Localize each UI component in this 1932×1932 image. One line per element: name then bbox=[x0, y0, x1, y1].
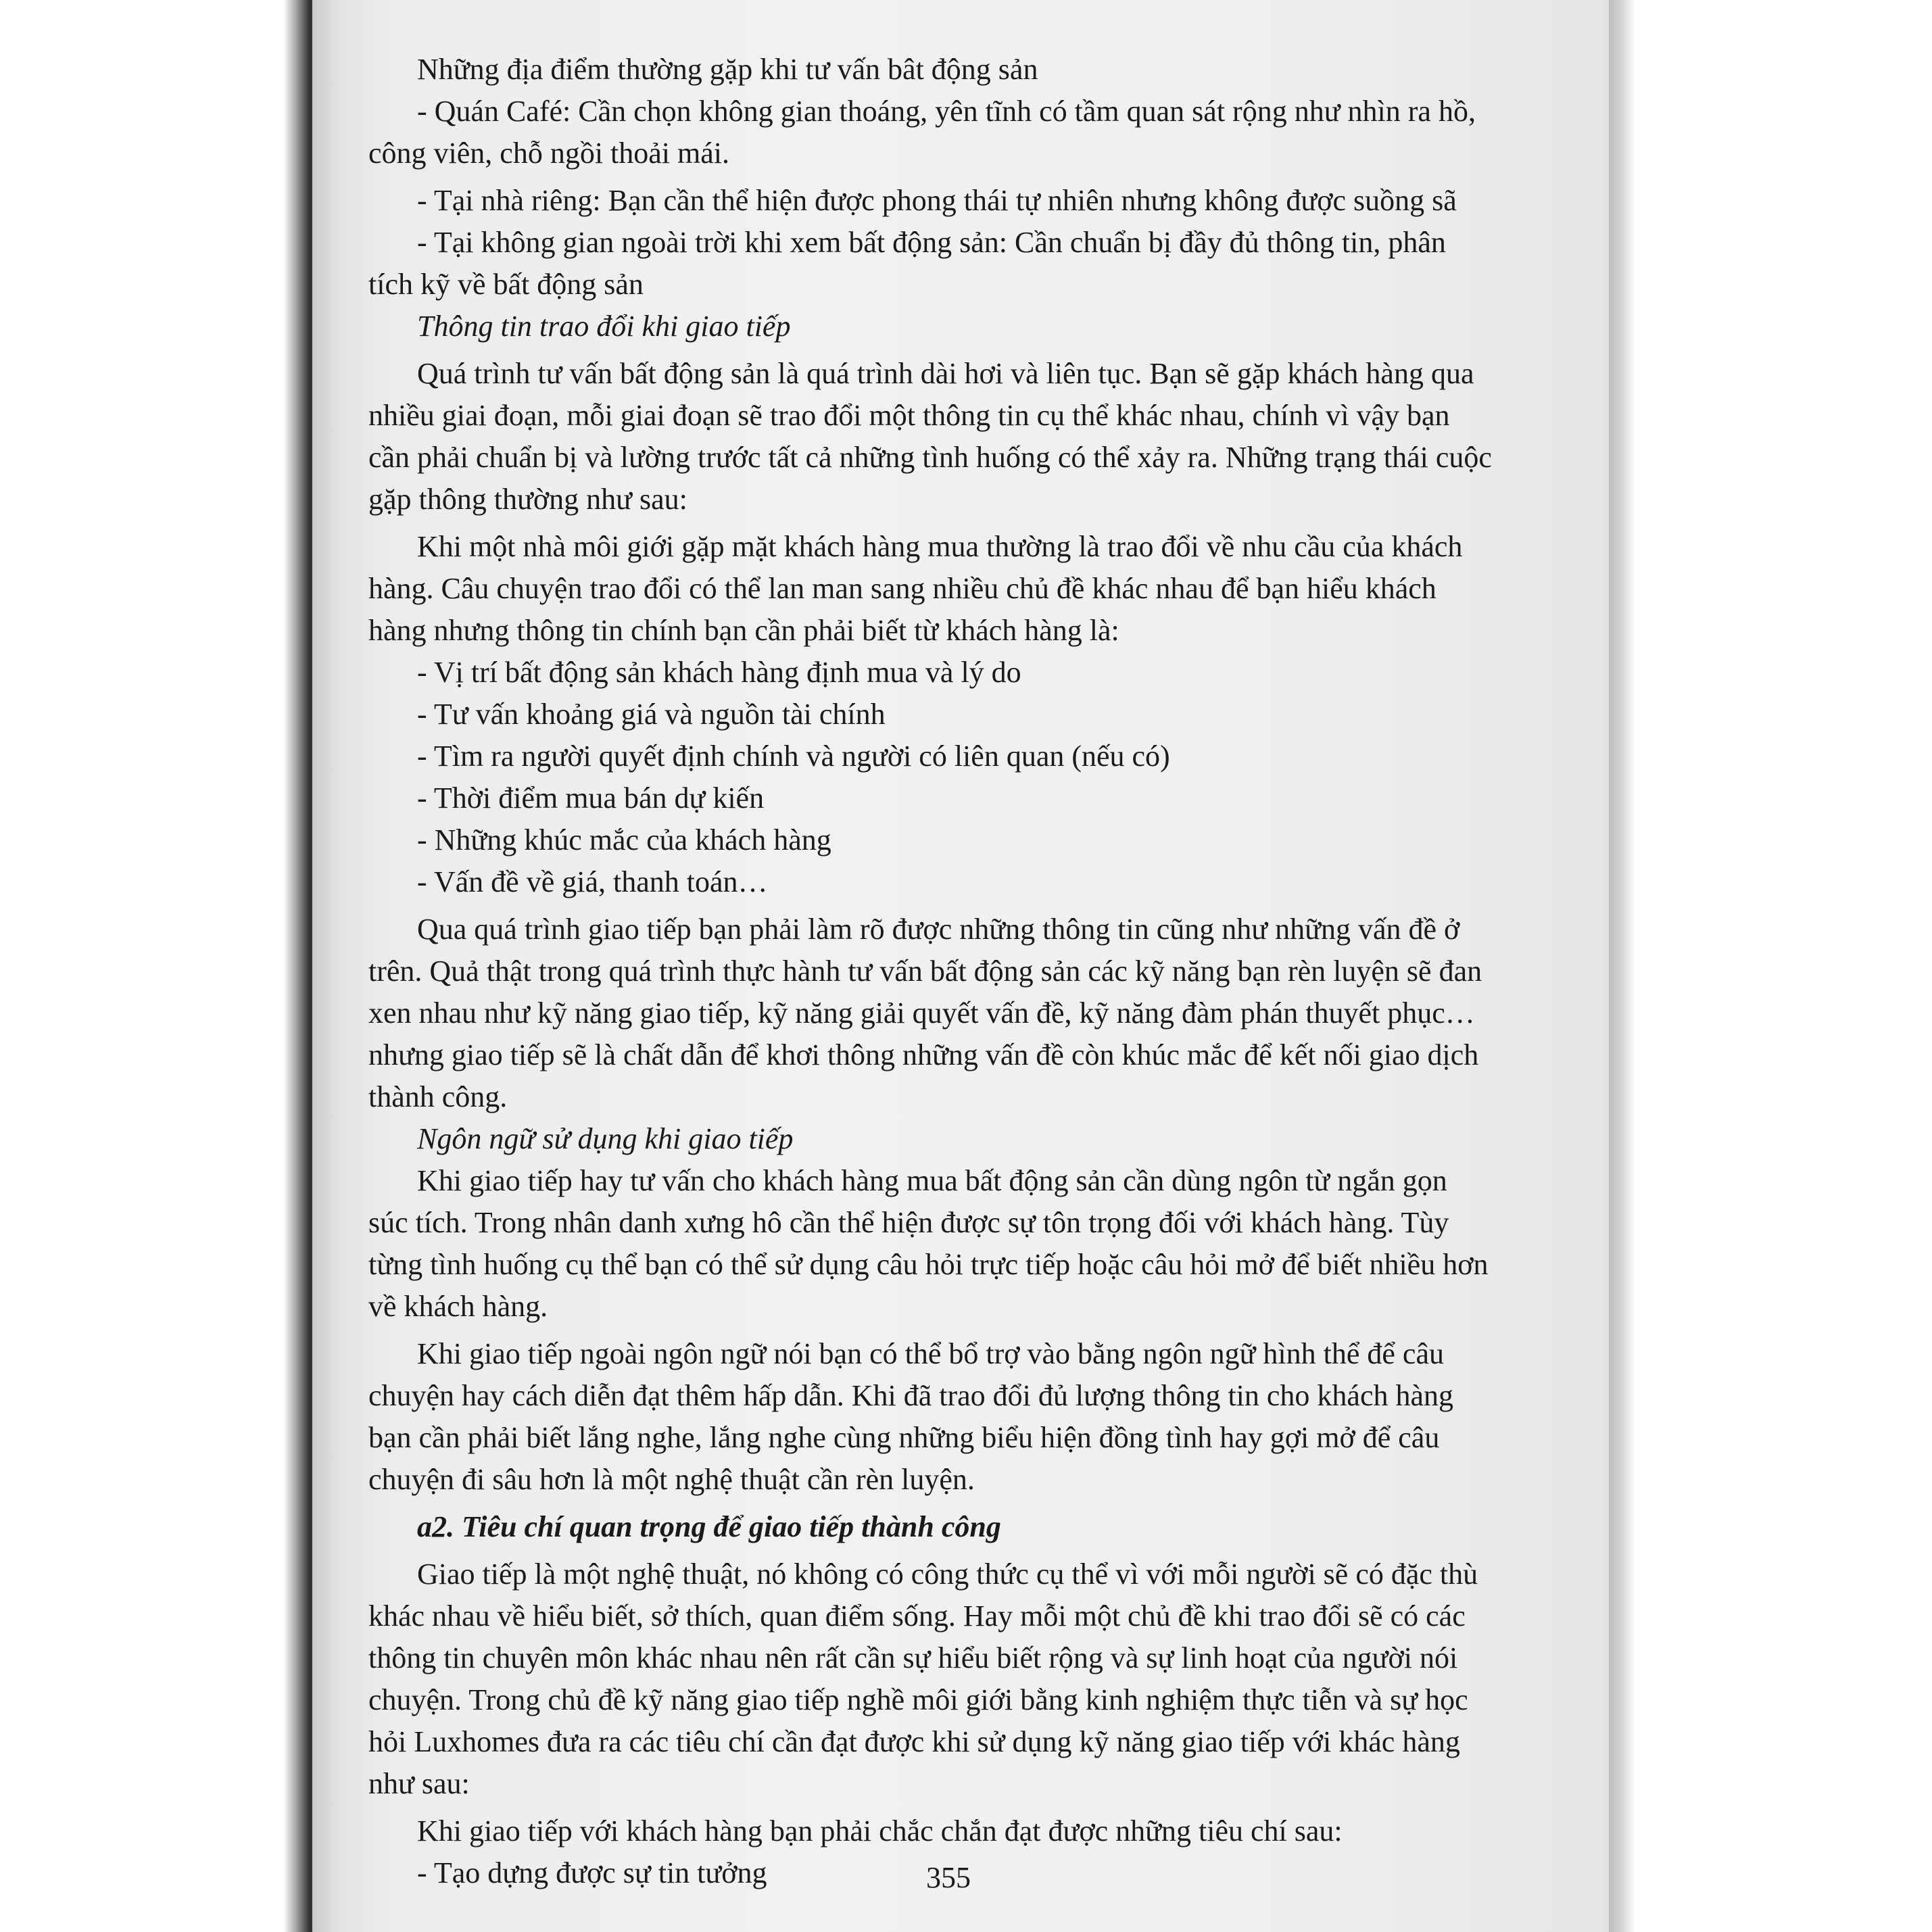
text-line: Quá trình tư vấn bất động sản là quá trình dài hơi và liên tục. Bạn sẽ gặp khách hàng qua bbox=[417, 357, 1474, 390]
text-line: khác nhau về hiểu biết, sở thích, quan điểm sống. Hay mỗi một chủ đề khi trao đổi sẽ có các bbox=[368, 1599, 1466, 1633]
text-line: công viên, chỗ ngồi thoải mái. bbox=[368, 137, 729, 170]
page-edge bbox=[1609, 0, 1932, 1932]
text-line: bạn cần phải biết lắng nghe, lắng nghe cùng những biểu hiện đồng tình hay gợi mở để câu bbox=[368, 1421, 1440, 1454]
page-body bbox=[368, 49, 1548, 1894]
text-line: Khi một nhà môi giới gặp mặt khách hàng mua thường là trao đổi về nhu cầu của khách bbox=[417, 530, 1463, 563]
text-line: như sau: bbox=[368, 1767, 470, 1800]
text-line: cần phải chuẩn bị và lường trước tất cả những tình huống có thể xảy ra. Những trạng thái cuộc bbox=[368, 441, 1492, 474]
list-item: - Những khúc mắc của khách hàng bbox=[417, 823, 831, 856]
text-line: hỏi Luxhomes đưa ra các tiêu chí cần đạt được khi sử dụng kỹ năng giao tiếp với khác hàng bbox=[368, 1725, 1460, 1758]
page-number: 355 bbox=[926, 1861, 971, 1894]
text-line: thông tin chuyên môn khác nhau nên rất cần sự hiểu biết rộng và sự linh hoạt của người nói bbox=[368, 1641, 1458, 1674]
list-item: - Vị trí bất động sản khách hàng định mua và lý do bbox=[417, 656, 1021, 689]
text-line: Qua quá trình giao tiếp bạn phải làm rõ được những thông tin cũng như những vấn đề ở bbox=[417, 913, 1460, 946]
text-line: Giao tiếp là một nghệ thuật, nó không có công thức cụ thể vì với mỗi người sẽ có đặc thù bbox=[417, 1557, 1478, 1591]
text-line: chuyện. Trong chủ đề kỹ năng giao tiếp nghề môi giới bằng kinh nghiệm thực tiễn và sự học bbox=[368, 1683, 1468, 1716]
text-line: hàng nhưng thông tin chính bạn cần phải biết từ khách hàng là: bbox=[368, 614, 1119, 647]
list-item: - Tạo dựng được sự tin tưởng bbox=[417, 1856, 767, 1889]
book-spine-shadow bbox=[0, 0, 318, 1932]
text-line: hàng. Câu chuyện trao đổi có thể lan man sang nhiều chủ đề khác nhau để bạn hiểu khách bbox=[368, 572, 1436, 605]
list-item: - Tư vấn khoảng giá và nguồn tài chính bbox=[417, 698, 886, 731]
text-line: súc tích. Trong nhân danh xưng hô cần thể hiện được sự tôn trọng đối với khách hàng. Tùy bbox=[368, 1206, 1449, 1239]
text-line: xen nhau như kỹ năng giao tiếp, kỹ năng giải quyết vấn đề, kỹ năng đàm phán thuyết phục… bbox=[368, 996, 1475, 1030]
text-line: Khi giao tiếp hay tư vấn cho khách hàng mua bất động sản cần dùng ngôn từ ngắn gọn bbox=[417, 1164, 1447, 1197]
text-line: chuyện đi sâu hơn là một nghệ thuật cần rèn luyện. bbox=[368, 1463, 975, 1496]
text-line: nhiều giai đoạn, mỗi giai đoạn sẽ trao đổi một thông tin cụ thể khác nhau, chính vì vậy bạn bbox=[368, 399, 1450, 432]
text-line: - Quán Café: Cần chọn không gian thoáng, yên tĩnh có tầm quan sát rộng như nhìn ra hồ, bbox=[417, 95, 1476, 128]
section-heading: Ngôn ngữ sử dụng khi giao tiếp bbox=[417, 1122, 794, 1155]
text-line: thành công. bbox=[368, 1080, 508, 1113]
text-line: tích kỹ về bất động sản bbox=[368, 268, 644, 301]
text-line: - Tại nhà riêng: Bạn cần thể hiện được phong thái tự nhiên nhưng không được suồng sã bbox=[417, 184, 1457, 217]
list-item: - Tìm ra người quyết định chính và người có liên quan (nếu có) bbox=[417, 740, 1170, 773]
text-line: Khi giao tiếp ngoài ngôn ngữ nói bạn có thể bổ trợ vào bằng ngôn ngữ hình thể để câu bbox=[417, 1337, 1444, 1370]
text-line: gặp thông thường như sau: bbox=[368, 483, 687, 516]
text-line: chuyện hay cách diễn đạt thêm hấp dẫn. Khi đã trao đổi đủ lượng thông tin cho khách hàng bbox=[368, 1379, 1454, 1412]
subsection-heading: a2. Tiêu chí quan trọng để giao tiếp thành công bbox=[417, 1510, 1001, 1543]
section-heading: Thông tin trao đổi khi giao tiếp bbox=[417, 310, 791, 343]
text-line: Khi giao tiếp với khách hàng bạn phải chắc chắn đạt được những tiêu chí sau: bbox=[417, 1814, 1343, 1848]
text-line: trên. Quả thật trong quá trình thực hành tư vấn bất động sản các kỹ năng bạn rèn luyện sẽ đan bbox=[368, 955, 1482, 988]
text-line: nhưng giao tiếp sẽ là chất dẫn để khơi thông những vấn đề còn khúc mắc để kết nối giao dịch bbox=[368, 1038, 1479, 1071]
text-line: về khách hàng. bbox=[368, 1290, 548, 1323]
text-line: từng tình huống cụ thể bạn có thể sử dụng câu hỏi trực tiếp hoặc câu hỏi mở để biết nhiều hơn bbox=[368, 1248, 1489, 1281]
text-line: Những địa điểm thường gặp khi tư vấn bât động sản bbox=[417, 53, 1038, 86]
text-line: - Tại không gian ngoài trời khi xem bất động sản: Cần chuẩn bị đầy đủ thông tin, phân bbox=[417, 226, 1446, 259]
list-item: - Vấn đề về giá, thanh toán… bbox=[417, 865, 768, 898]
list-item: - Thời điểm mua bán dự kiến bbox=[417, 781, 765, 815]
